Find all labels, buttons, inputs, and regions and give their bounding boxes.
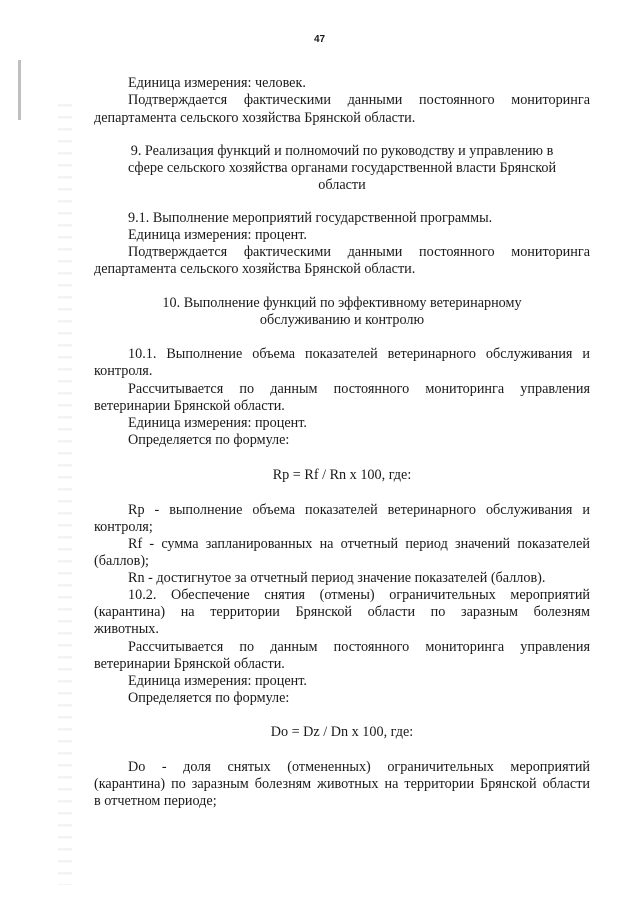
paragraph-line: Подтверждается фактическими данными постоянного мониторинга bbox=[128, 92, 590, 108]
definition-line: (баллов); bbox=[94, 553, 149, 569]
definition-line: Do - доля снятых (отмененных) ограничительных мероприятий bbox=[128, 759, 590, 775]
definition-line: в отчетном периоде; bbox=[94, 793, 217, 809]
paragraph-line: ветеринарии Брянской области. bbox=[94, 656, 285, 672]
page-number: 47 bbox=[313, 34, 326, 45]
definition-line: контроля; bbox=[94, 519, 153, 535]
section-heading: обслуживанию и контролю bbox=[259, 312, 425, 328]
subsection-title: 10.1. Выполнение объема показателей ветеринарного обслуживания и bbox=[128, 346, 590, 362]
section-heading: 10. Выполнение функций по эффективному ветеринарному bbox=[162, 295, 522, 311]
paragraph-line: животных. bbox=[94, 621, 159, 637]
paragraph-line: департамента сельского хозяйства Брянской области. bbox=[94, 261, 416, 277]
definition-line: (карантина) по заразным болезням животных на территории Брянской области bbox=[94, 776, 590, 792]
scan-mark bbox=[18, 60, 21, 120]
formula: Do = Dz / Dn x 100, где: bbox=[270, 724, 414, 740]
section-heading: области bbox=[318, 177, 366, 193]
unit-line: Единица измерения: человек. bbox=[128, 75, 306, 91]
formula: Rp = Rf / Rn x 100, где: bbox=[272, 467, 412, 483]
section-heading: 9. Реализация функций и полномочий по руководству и управлению в bbox=[130, 143, 554, 159]
paragraph-line: Рассчитывается по данным постоянного мониторинга управления bbox=[128, 381, 590, 397]
paragraph-line: контроля. bbox=[94, 363, 153, 379]
unit-line: Единица измерения: процент. bbox=[128, 227, 307, 243]
unit-line: Единица измерения: процент. bbox=[128, 415, 307, 431]
subsection-title: 10.2. Обеспечение снятия (отмены) ограничительных мероприятий bbox=[128, 587, 590, 603]
paragraph-line: ветеринарии Брянской области. bbox=[94, 398, 285, 414]
scan-margin-noise bbox=[58, 95, 72, 885]
subsection-title: 9.1. Выполнение мероприятий государственной программы. bbox=[128, 210, 493, 226]
definition-line: Rf - сумма запланированных на отчетный период значений показателей bbox=[128, 536, 590, 552]
definition-line: Rp - выполнение объема показателей ветеринарного обслуживания и bbox=[128, 502, 590, 518]
paragraph-line: Подтверждается фактическими данными постоянного мониторинга bbox=[128, 244, 590, 260]
definition-line: Rn - достигнутое за отчетный период значение показателей (баллов). bbox=[128, 570, 546, 586]
section-heading: сфере сельского хозяйства органами государственной власти Брянской bbox=[127, 160, 557, 176]
unit-line: Единица измерения: процент. bbox=[128, 673, 307, 689]
paragraph-line: департамента сельского хозяйства Брянской области. bbox=[94, 110, 416, 126]
paragraph-line: Определяется по формуле: bbox=[128, 432, 290, 448]
paragraph-line: Рассчитывается по данным постоянного мониторинга управления bbox=[128, 639, 590, 655]
paragraph-line: Определяется по формуле: bbox=[128, 690, 290, 706]
paragraph-line: (карантина) на территории Брянской области по заразным болезням bbox=[94, 604, 590, 620]
